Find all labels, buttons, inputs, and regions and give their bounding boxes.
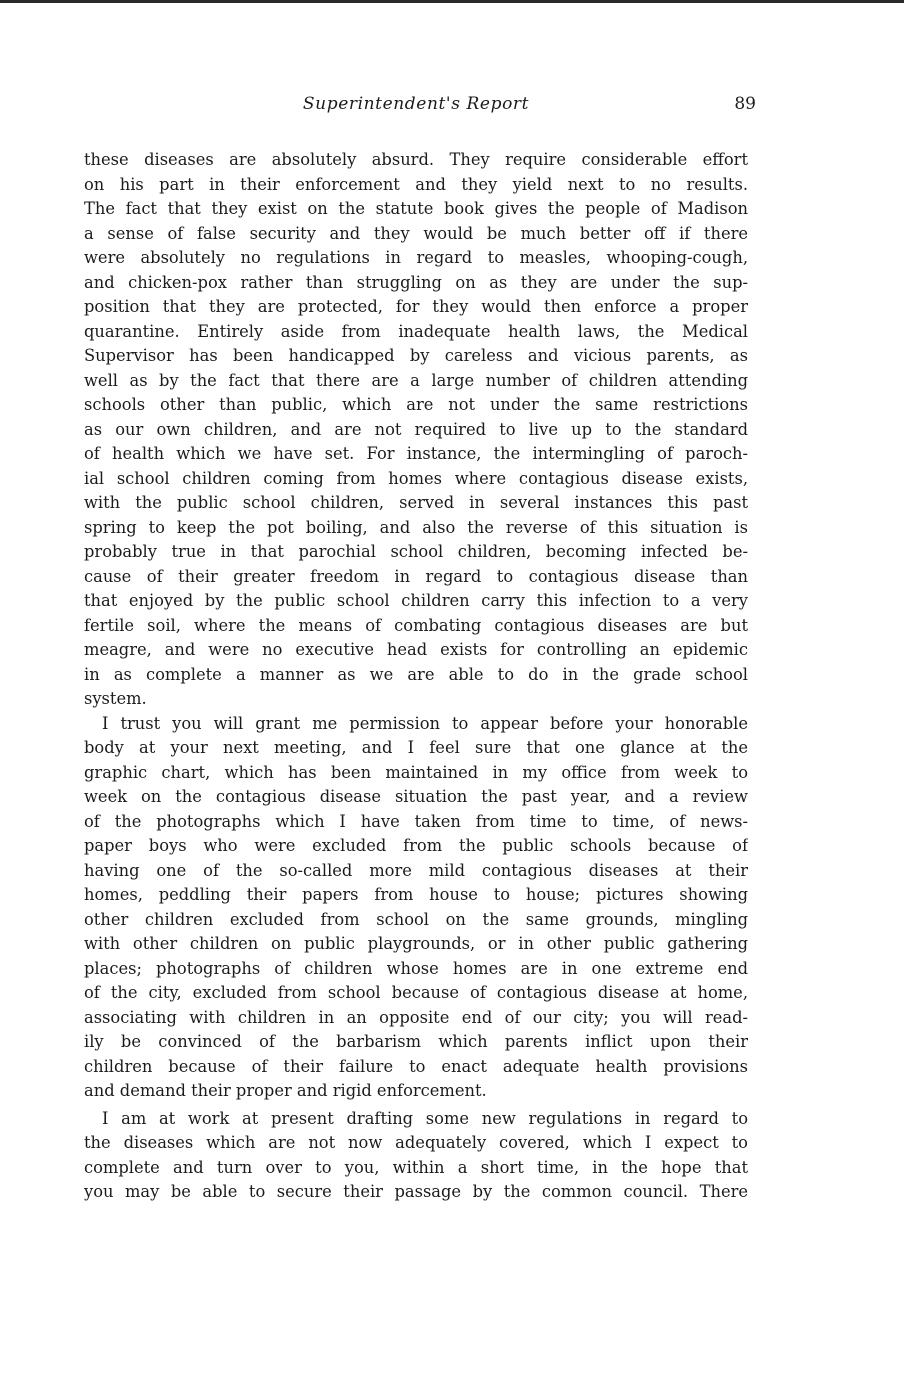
page-number: 89	[734, 94, 756, 114]
running-title: Superintendent's Report	[302, 94, 530, 114]
text-line: quarantine. Entirely aside from inadequate health laws, the Medical	[84, 321, 748, 341]
text-line: well as by the fact that there are a large number of children attending	[84, 370, 748, 390]
text-line: ial school children coming from homes where contagious disease exists,	[84, 468, 748, 488]
page-header	[84, 94, 756, 120]
paragraph-3	[84, 1107, 748, 1205]
text-line: in as complete a manner as we are able to do in the grade school	[84, 664, 748, 684]
text-line: with other children on public playgrounds, or in other public gathering	[84, 934, 748, 953]
text-line: on his part in their enforcement and they yield next to no results.	[84, 174, 748, 194]
text-line: the diseases which are not now adequately covered, which I expect to	[84, 1133, 748, 1152]
text-line: of the photographs which I have taken from time to time, of news-	[84, 811, 748, 831]
text-line: other children excluded from school on the same grounds, mingling	[84, 909, 748, 929]
body-text	[84, 148, 748, 1205]
text-line: schools other than public, which are not under the same restrictions	[84, 395, 748, 414]
paragraph-1	[84, 148, 748, 712]
text-line: position that they are protected, for they would then enforce a proper	[84, 297, 748, 316]
text-line: that enjoyed by the public school children carry this infection to a very	[84, 591, 748, 610]
text-line: as our own children, and are not required to live up to the standard	[84, 419, 748, 439]
text-line: meagre, and were no executive head exists for controlling an epidemic	[84, 640, 748, 659]
text-line: probably true in that parochial school children, becoming infected be-	[84, 542, 748, 561]
text-line: I am at work at present drafting some new regulations in regard to	[102, 1108, 748, 1128]
text-line: associating with children in an opposite end of our city; you will read-	[84, 1007, 748, 1027]
text-line: graphic chart, which has been maintained in my office from week to	[84, 762, 748, 782]
text-line: system.	[84, 689, 147, 708]
text-line: were absolutely no regulations in regard to measles, whooping-cough,	[84, 248, 748, 267]
text-line: with the public school children, served in several instances this past	[84, 493, 748, 512]
text-line: a sense of false security and they would be much better off if there	[84, 223, 748, 243]
text-line: these diseases are absolutely absurd. They require considerable effort	[84, 150, 748, 169]
text-line: week on the contagious disease situation the past year, and a review	[84, 787, 748, 806]
text-line: ily be convinced of the barbarism which parents inflict upon their	[84, 1032, 748, 1051]
paragraph-2	[84, 712, 748, 1104]
text-line: The fact that they exist on the statute book gives the people of Madison	[84, 199, 748, 218]
text-line: of the city, excluded from school because of contagious disease at home,	[84, 983, 748, 1002]
text-line: places; photographs of children whose homes are in one extreme end	[84, 958, 748, 978]
text-line: of health which we have set. For instance, the intermingling of paroch-	[84, 444, 748, 463]
text-line: and chicken-pox rather than struggling on as they are under the sup-	[84, 272, 748, 292]
text-line: homes, peddling their papers from house to house; pictures showing	[84, 885, 748, 904]
page-top-edge	[0, 0, 904, 3]
text-line: fertile soil, where the means of combating contagious diseases are but	[84, 615, 748, 635]
text-line: and demand their proper and rigid enforcement.	[84, 1081, 487, 1100]
text-line: children because of their failure to enact adequate health provisions	[84, 1056, 748, 1076]
text-line: paper boys who were excluded from the public schools because of	[84, 836, 748, 855]
text-line: body at your next meeting, and I feel sure that one glance at the	[84, 738, 748, 757]
text-line: complete and turn over to you, within a short time, in the hope that	[84, 1157, 748, 1177]
text-line: you may be able to secure their passage by the common council. There	[84, 1182, 748, 1201]
text-line: cause of their greater freedom in regard to contagious disease than	[84, 566, 748, 586]
text-line: having one of the so-called more mild contagious diseases at their	[84, 860, 748, 880]
text-line: spring to keep the pot boiling, and also the reverse of this situation is	[84, 517, 748, 537]
text-line: I trust you will grant me permission to appear before your honorable	[102, 713, 748, 733]
text-line: Supervisor has been handicapped by careless and vicious parents, as	[84, 346, 748, 365]
